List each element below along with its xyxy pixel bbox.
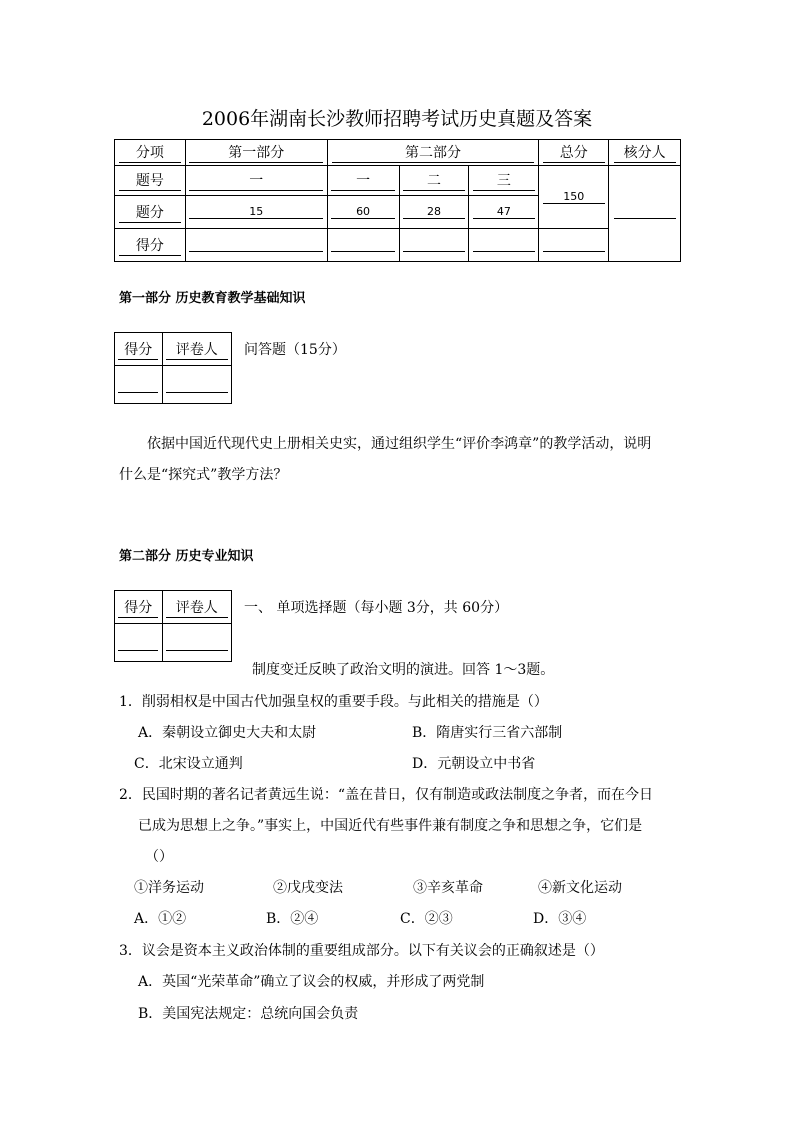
- section2-defen-blank: [118, 630, 158, 651]
- q1-option-c: C．北宋设立通判: [134, 756, 243, 772]
- part2-obtained-blank-3: [473, 235, 535, 252]
- q2-stem-line1: 2．民国时期的著名记者黄远生说：“盖在昔日，仅有制造或政法制度之争者，而在今日: [119, 787, 654, 803]
- section1-heading: 第一部分 历史教育教学基础知识: [119, 291, 306, 306]
- section1-defen-blank: [118, 372, 158, 393]
- q2-option-d: D．③④: [533, 911, 587, 927]
- score-table: [114, 139, 681, 262]
- section2-box-defen: 得分: [118, 597, 158, 618]
- total-score: 150: [543, 190, 605, 204]
- q2-item-4: ④新文化运动: [538, 880, 622, 896]
- q1-option-d: D．元朝设立中书省: [412, 756, 536, 772]
- row-label-tifen: 题分: [119, 202, 181, 223]
- section1-question-line1: 依据中国近代现代史上册相关史实，通过组织学生“评价李鸿章”的教学活动，说明: [147, 436, 652, 452]
- q3-stem: 3．议会是资本主义政治体制的重要组成部分。以下有关议会的正确叙述是（）: [119, 943, 604, 959]
- q2-item-3: ③辛亥革命: [413, 880, 483, 896]
- q2-item-1: ①洋务运动: [134, 880, 204, 896]
- q2-option-a: A．①②: [134, 911, 187, 927]
- header-checker: 核分人: [614, 142, 676, 163]
- part2-number-3: 三: [473, 170, 535, 191]
- part2-score-2: 28: [403, 205, 465, 219]
- header-part1: 第一部分: [189, 142, 323, 163]
- part2-score-3: 47: [473, 205, 535, 219]
- q2-option-b: B．②④: [266, 911, 319, 927]
- section1-question-type: 问答题（15分）: [244, 342, 346, 358]
- page-title: 2006年湖南长沙教师招聘考试历史真题及答案: [201, 108, 593, 130]
- row-label-tihao: 题号: [119, 170, 181, 191]
- part1-number: 一: [189, 170, 323, 191]
- section2-box-pingjuan: 评卷人: [166, 597, 228, 618]
- header-fenxiang: 分项: [119, 142, 181, 163]
- q2-option-c: C．②③: [400, 911, 453, 927]
- row-label-defen: 得分: [119, 235, 181, 256]
- part1-score: 15: [189, 205, 323, 219]
- part2-obtained-blank-2: [403, 235, 465, 252]
- section2-intro: 制度变迁反映了政治文明的演进。回答 1～3题。: [252, 662, 555, 678]
- q3-option-b: B．美国宪法规定：总统向国会负责: [138, 1006, 359, 1022]
- q2-stem-line2: 已成为思想上之争。”事实上，中国近代有些事件兼有制度之争和思想之争，它们是: [138, 818, 643, 834]
- section1-box-defen: 得分: [118, 339, 158, 360]
- part2-number-1: 一: [331, 170, 395, 191]
- part2-number-2: 二: [403, 170, 465, 191]
- section1-grader-box: [114, 332, 232, 404]
- section2-question-type: 一、 单项选择题（每小题 3分，共 60分）: [244, 600, 509, 616]
- q1-option-a: A．秦朝设立御史大夫和太尉: [138, 725, 317, 741]
- part2-obtained-blank-1: [331, 235, 395, 252]
- checker-blank: [614, 218, 676, 219]
- part1-obtained-blank: [189, 235, 323, 252]
- header-part2: 第二部分: [332, 142, 534, 163]
- section2-heading: 第二部分 历史专业知识: [119, 549, 254, 564]
- q1-option-b: B．隋唐实行三省六部制: [412, 725, 563, 741]
- total-obtained-blank: [543, 235, 605, 252]
- section1-box-pingjuan: 评卷人: [166, 339, 228, 360]
- section1-pingjuan-blank: [166, 372, 228, 393]
- section1-question-line2: 什么是“探究式”教学方法？: [119, 467, 288, 483]
- q2-item-2: ②戊戌变法: [273, 880, 343, 896]
- q1-stem: 1．削弱相权是中国古代加强皇权的重要手段。与此相关的措施是（）: [119, 694, 548, 710]
- q2-stem-line3: （）: [145, 849, 173, 865]
- header-total: 总分: [543, 142, 605, 163]
- part2-score-1: 60: [331, 205, 395, 219]
- section2-pingjuan-blank: [166, 630, 228, 651]
- section2-grader-box: [114, 590, 232, 662]
- q3-option-a: A．英国“光荣革命”确立了议会的权威，并形成了两党制: [138, 974, 485, 990]
